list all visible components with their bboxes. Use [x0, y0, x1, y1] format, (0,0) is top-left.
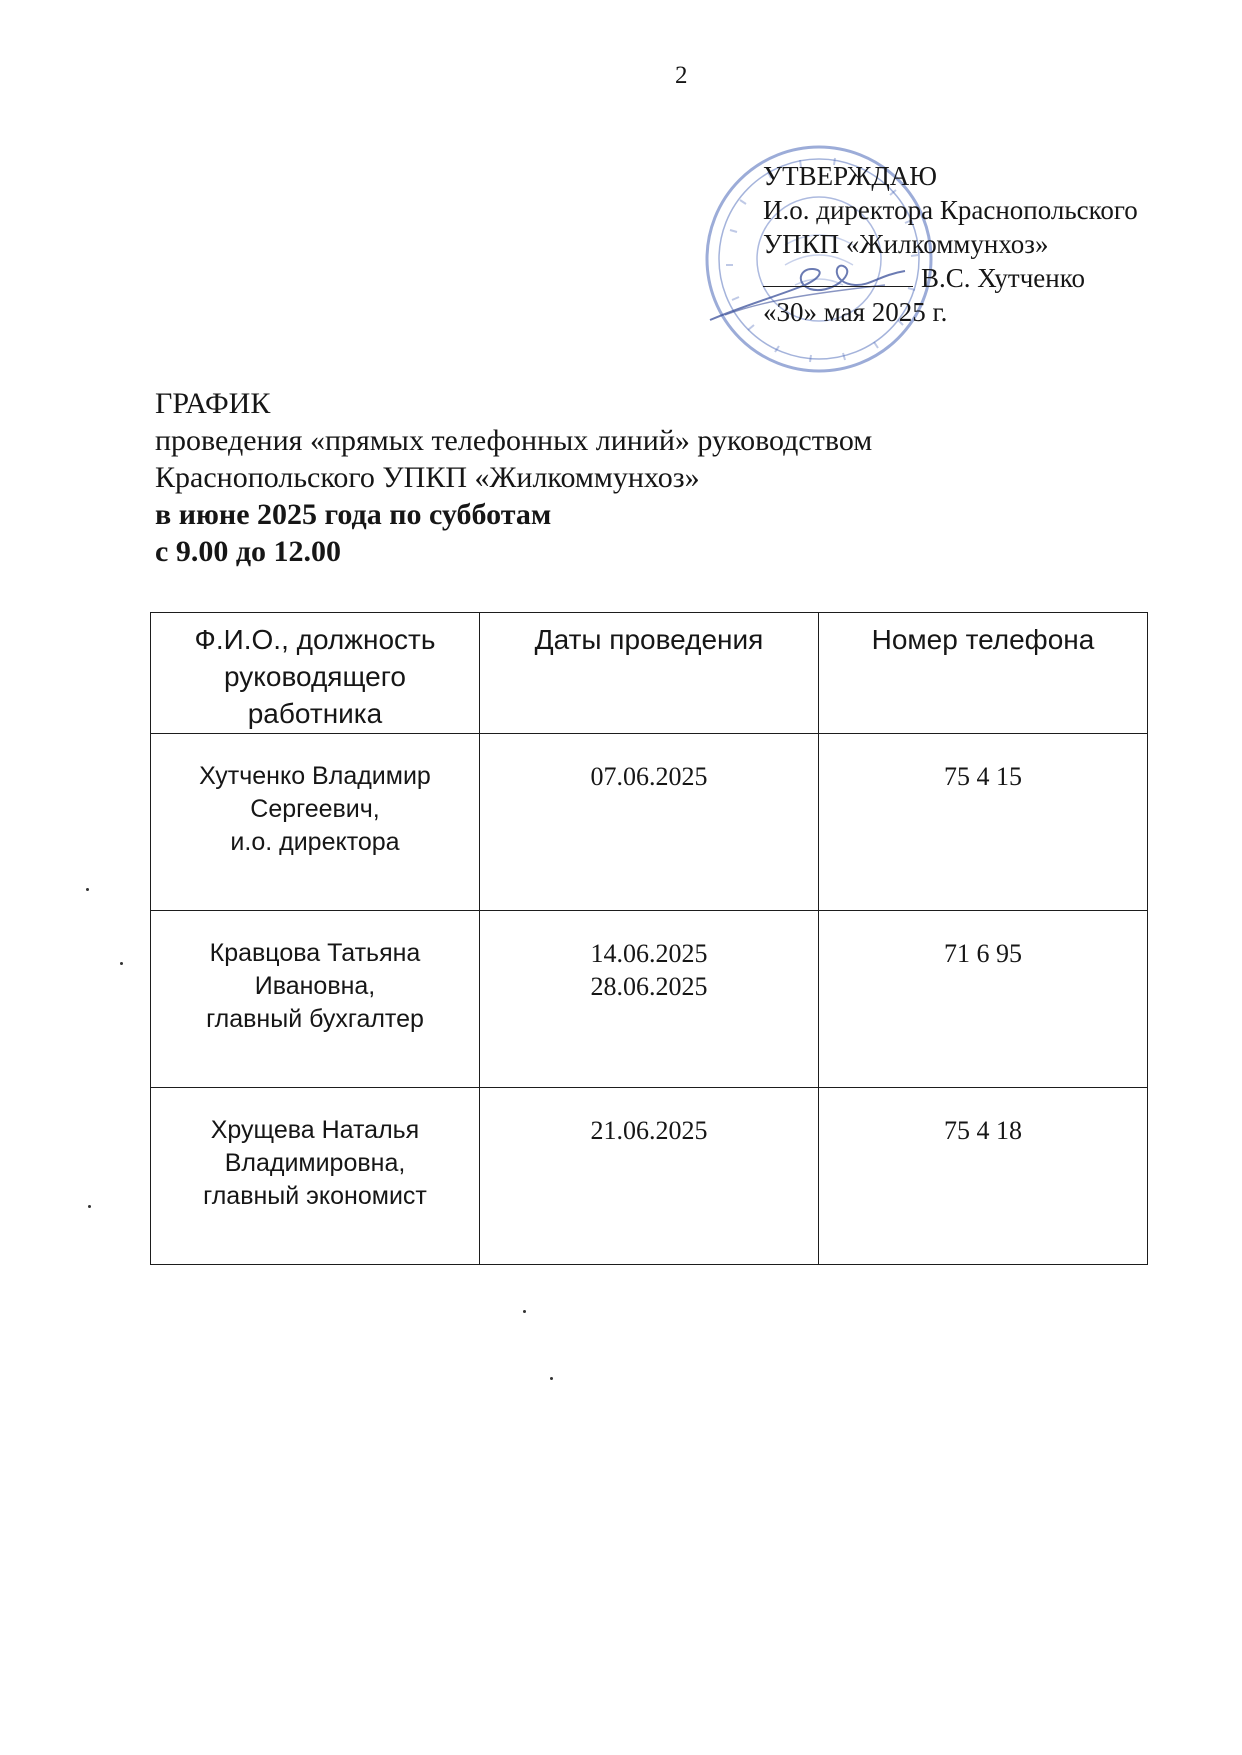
date-value: 07.06.2025	[590, 762, 708, 791]
phone-cell: 75 4 18	[818, 1088, 1147, 1265]
heading-line4: с 9.00 до 12.00	[155, 535, 341, 568]
table-row	[151, 734, 1148, 911]
employee-patronymic: Владимировна,	[224, 1149, 406, 1177]
phone-cell: 71 6 95	[818, 911, 1147, 1088]
employee-position: главный экономист	[203, 1182, 427, 1210]
employee-position: главный бухгалтер	[206, 1005, 424, 1033]
employee-name: Кравцова Татьяна	[209, 939, 421, 967]
document-title: ГРАФИК	[155, 387, 271, 420]
scan-speck	[88, 1205, 91, 1208]
signature-underline	[763, 285, 913, 287]
heading-line2: Краснопольского УПКП «Жилкоммунхоз»	[155, 461, 700, 494]
employee-name: Хрущева Наталья	[210, 1116, 420, 1144]
heading-line3: в июне 2025 года по субботам	[155, 498, 552, 531]
date-value: 28.06.2025	[590, 972, 708, 1001]
heading-line1: проведения «прямых телефонных линий» руководством	[155, 424, 873, 457]
scan-speck	[86, 888, 89, 891]
header-phone: Номер телефона	[818, 613, 1147, 734]
employee-name: Хутченко Владимир	[199, 762, 431, 790]
schedule-table	[150, 612, 1148, 1265]
header-name-position: Ф.И.О., должность руководящего работника	[151, 613, 480, 734]
scan-speck	[120, 962, 123, 965]
employee-cell	[151, 1088, 480, 1265]
table-row	[151, 1088, 1148, 1265]
phone-cell: 75 4 15	[818, 734, 1147, 911]
employee-cell	[151, 911, 480, 1088]
employee-cell	[151, 734, 480, 911]
dates-cell	[480, 911, 819, 1088]
table-row	[151, 911, 1148, 1088]
approval-position-line2: УПКП «Жилкоммунхоз»	[763, 229, 1049, 259]
approval-title: УТВЕРЖДАЮ	[763, 161, 938, 191]
scan-speck	[523, 1310, 526, 1313]
page-number: 2	[675, 62, 688, 89]
scan-speck	[550, 1377, 553, 1380]
employee-position: и.о. директора	[230, 828, 400, 856]
approval-block	[763, 159, 1138, 329]
approval-position-line1: И.о. директора Краснопольского	[763, 195, 1138, 225]
header-dates: Даты проведения	[480, 613, 819, 734]
date-value: 21.06.2025	[590, 1116, 708, 1145]
date-value: 14.06.2025	[590, 939, 708, 968]
approval-date: «30» мая 2025 г.	[763, 297, 948, 327]
employee-patronymic: Сергеевич,	[250, 795, 380, 823]
table-header-row	[151, 613, 1148, 734]
dates-cell	[480, 1088, 819, 1265]
document-heading	[155, 385, 872, 570]
approval-signatory: В.С. Хутченко	[921, 263, 1085, 293]
dates-cell	[480, 734, 819, 911]
employee-patronymic: Ивановна,	[254, 972, 376, 1000]
approval-signature-line	[763, 261, 1138, 295]
